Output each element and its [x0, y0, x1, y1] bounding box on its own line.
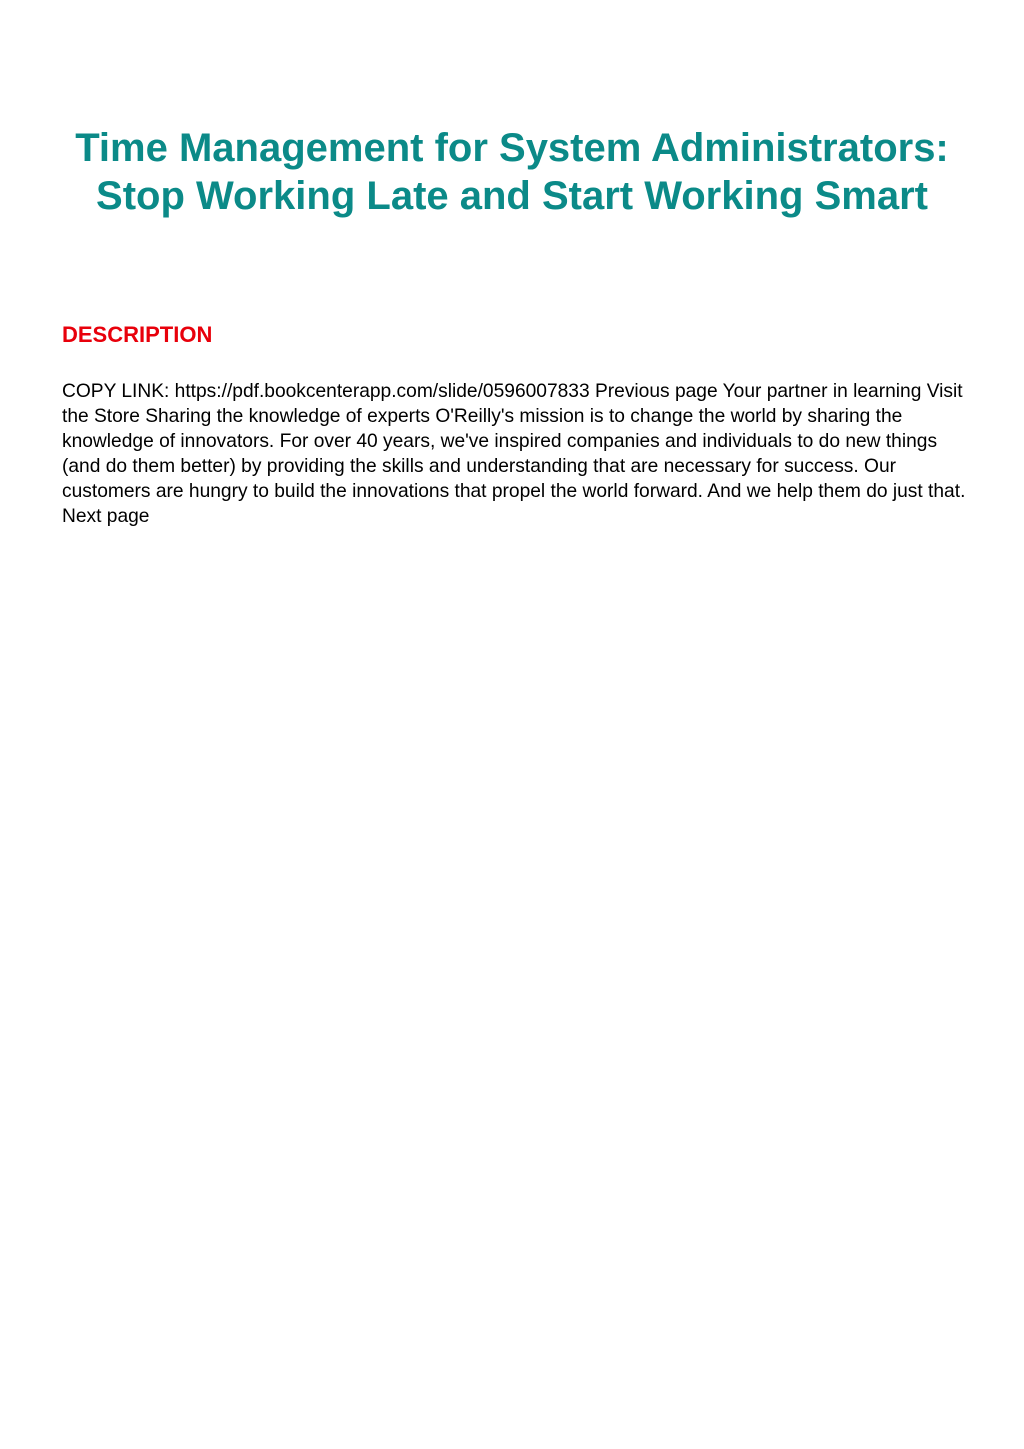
document-title: Time Management for System Administrators: Stop Working Late and Start Working Smart — [75, 126, 949, 218]
description-text: COPY LINK: https://pdf.bookcenterapp.com/slide/0596007833 Previous page Your partner in learning Visit the Store Sharing the knowledge of experts O'Reilly's mission is to change the world by sharing the knowledge of innovators. For over 40 years, we've inspired companies and individuals to do new things (and do them better) by providing the skills and understanding that are necessary for success. Our customers are hungry to build the innovations that propel the world forward. And we help them do just that. Next page — [62, 381, 966, 527]
description-heading: DESCRIPTION — [62, 322, 213, 347]
